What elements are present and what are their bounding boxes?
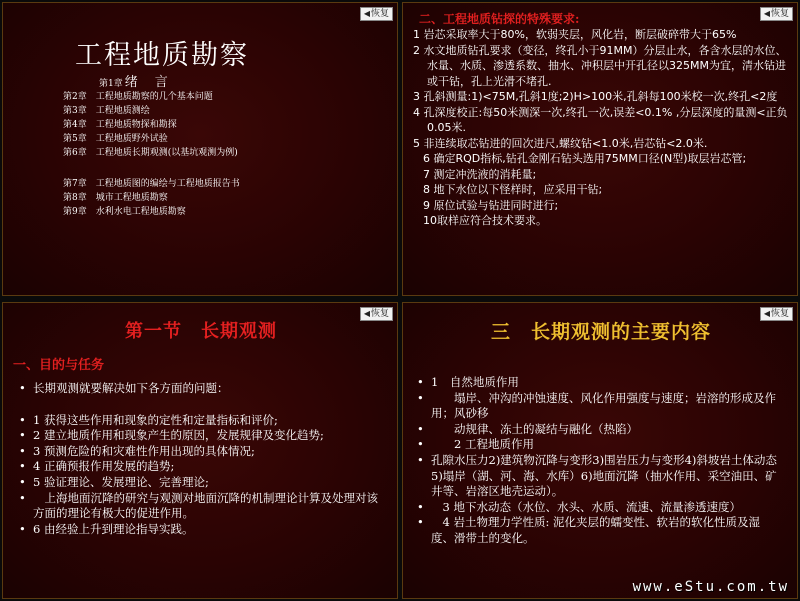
restore-label: 恢复 xyxy=(770,9,789,19)
restore-label: 恢复 xyxy=(370,309,389,319)
restore-icon: ◀ xyxy=(763,309,770,318)
list-item: • 2 建立地质作用和现象产生的原因，发展规律及变化趋势; xyxy=(19,428,385,444)
list-item: • 6 由经验上升到理论指导实践。 xyxy=(19,522,385,538)
site-watermark: www.eStu.com.tw xyxy=(632,579,789,595)
list-item: • 4 正确预报作用发展的趋势; xyxy=(19,459,385,475)
list-item: 5 非连续取芯钻进的回次进尺,螺纹钻<1.0米,岩芯钻<2.0米. xyxy=(413,136,708,150)
book-title: 工程地质勘察 xyxy=(75,40,249,71)
slide-table-of-contents xyxy=(2,2,398,296)
list-item: • 2 工程地质作用 xyxy=(417,437,779,453)
requirements-list xyxy=(413,27,789,229)
list-item: • 3 地下水动态（水位、水头、水质、流速、流量渗透速度） xyxy=(417,500,779,516)
list-item: • 1 自然地质作用 xyxy=(417,375,779,391)
chapter-item[interactable]: 第7章 工程地质图的编绘与工程地质报告书 xyxy=(63,179,240,189)
contents-list xyxy=(417,375,779,547)
spacer xyxy=(19,397,385,413)
list-item: 9 原位试验与钻进同时进行; xyxy=(423,198,559,212)
list-item: 3 孔斜测量:1)<75M,孔斜1度;2)H>100米,孔斜每100米校一次,终孔<2度 xyxy=(413,90,778,103)
slide-long-term-observation xyxy=(2,302,398,599)
list-intro: • 长期观测就要解决如下各方面的问题： xyxy=(19,381,385,397)
list-item: • 上海地面沉降的研究与观测对地面沉降的机制理论计算及处理对该方面的理论有极大的促进作用。 xyxy=(19,491,385,522)
restore-icon: ◀ xyxy=(363,9,370,18)
restore-badge[interactable] xyxy=(360,7,393,21)
list-item: • 5 验证理论、发展理论、完善理论; xyxy=(19,475,385,491)
section-heading: 二、工程地质钻探的特殊要求: xyxy=(419,12,580,26)
slide-title: 第一节 长期观测 xyxy=(125,321,277,342)
section-heading: 一、目的与任务 xyxy=(13,358,105,373)
chapter-item[interactable]: 第8章 城市工程地质勘察 xyxy=(63,193,168,203)
chapter-item[interactable]: 第5章 工程地质野外试验 xyxy=(63,134,168,144)
list-item: 10取样应符合技术要求。 xyxy=(423,214,547,227)
list-item: 7 测定冲洗液的消耗量; xyxy=(423,167,537,181)
restore-label: 恢复 xyxy=(370,9,389,19)
restore-icon: ◀ xyxy=(763,9,770,18)
list-item: • 动规律、冻土的凝结与融化（热陷） xyxy=(417,422,779,438)
chapter-item[interactable]: 第9章 水利水电工程地质勘察 xyxy=(63,207,186,217)
slide-observation-contents xyxy=(402,302,798,599)
restore-label: 恢复 xyxy=(770,309,789,319)
list-item: 8 地下水位以下怪样时，应采用干钻; xyxy=(423,183,603,196)
list-item: 4 孔深度校正:每50米测深一次,终孔一次,误差<0.1% ,分层深度的量测<正负0.05米. xyxy=(413,105,788,134)
chapter-item[interactable]: 第6章 工程地质长期观测(以基坑观测为例) xyxy=(63,148,238,158)
chapter-1-number: 第1章 xyxy=(99,79,123,89)
list-item: 6 确定RQD指标,钻孔金刚石钻头选用75MM口径(N型)取层岩芯管; xyxy=(423,152,747,165)
restore-icon: ◀ xyxy=(363,309,370,318)
list-item: • 1 获得这些作用和现象的定性和定量指标和评价; xyxy=(19,413,385,429)
chapter-1-line xyxy=(99,71,170,90)
list-item: • 孔隙水压力2)建筑物沉降与变形3)围岩压力与变形4)斜坡岩土体动态5)塌岸（湖、河、海、水库）6)地面沉降（抽水作用、采空油田、矿井等、岩溶区地壳运动）。 xyxy=(417,453,779,500)
chapter-item[interactable]: 第2章 工程地质勘察的几个基本问题 xyxy=(63,92,213,102)
list-item: 2 水文地质钻孔要求（变径，终孔小于91MM）分层止水，各含水层的水位、水量、水质、渗透系数、抽水、冲积层中开孔径以325MM为宜，清水钻进或干钻，孔上光滑不堵孔. xyxy=(413,43,787,88)
objectives-list xyxy=(19,381,385,537)
chapter-list-a xyxy=(63,90,238,160)
restore-badge[interactable] xyxy=(760,7,793,21)
chapter-list-b xyxy=(63,177,240,219)
chapter-item[interactable]: 第4章 工程地质物探和勘探 xyxy=(63,120,177,130)
slide-title: 三 长期观测的主要内容 xyxy=(490,321,711,343)
slide-drilling-requirements xyxy=(402,2,798,296)
chapter-1-title: 绪 言 xyxy=(124,75,170,90)
list-item: • 塌岸、冲沟的冲蚀速度、风化作用强度与速度；岩溶的形成及作用；风砂移 xyxy=(417,391,779,422)
list-item: • 3 预测危险的和灾难性作用出现的具体情况; xyxy=(19,444,385,460)
chapter-item[interactable]: 第3章 工程地质测绘 xyxy=(63,106,150,116)
list-item: 1 岩芯采取率大于80%，软弱夹层，风化岩，断层破碎带大于65% xyxy=(413,28,737,41)
list-item: • 4 岩土物理力学性质: 泥化夹层的蠕变性、软岩的软化性质及湿度、滑带土的变化。 xyxy=(417,515,779,546)
